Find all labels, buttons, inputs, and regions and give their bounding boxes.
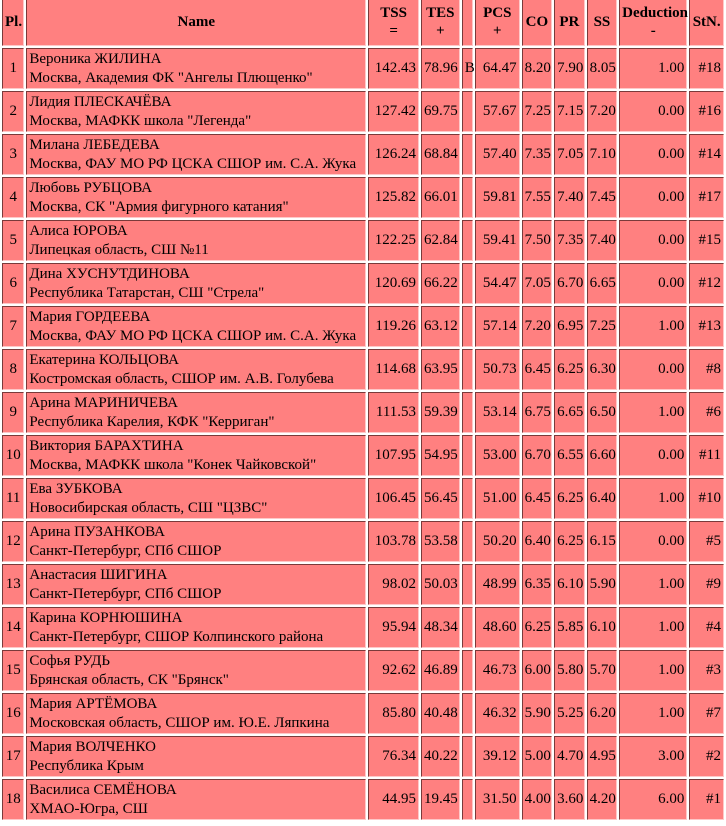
flag-cell [462,779,473,820]
skater-name: Мария АРТЁМОВА [29,695,158,712]
tes-cell: 40.48 [421,693,460,734]
place-cell: 14 [2,607,24,648]
table-row [2,349,724,390]
tes-cell: 46.89 [421,650,460,691]
co-cell: 5.90 [522,693,553,734]
pr-cell: 6.25 [554,478,585,519]
header-pcs-label: PCS [483,5,512,21]
tss-cell: 142.43 [368,48,419,89]
place-cell: 7 [2,306,24,347]
pcs-cell: 46.32 [475,693,520,734]
pr-cell: 5.80 [554,650,585,691]
name-cell [26,349,366,390]
skater-club: Республика Крым [29,757,144,774]
place-cell: 1 [2,48,24,89]
flag-cell [462,521,473,562]
pcs-cell: 64.47 [475,48,520,89]
tss-cell: 85.80 [368,693,419,734]
pcs-cell: 57.14 [475,306,520,347]
pr-cell: 7.15 [554,91,585,132]
name-cell [26,392,366,433]
tes-cell: 63.95 [421,349,460,390]
start-no-cell: #9 [689,564,724,605]
co-cell: 6.75 [522,392,553,433]
skater-club: Санкт-Петербург, СПб СШОР [29,542,222,559]
name-cell [26,134,366,175]
table-row [2,521,724,562]
pcs-cell: 59.81 [475,177,520,218]
name-cell [26,779,366,820]
deduction-cell: 1.00 [619,478,687,519]
co-cell: 6.70 [522,435,553,476]
skater-name: Арина ПУЗАНКОВА [29,523,165,540]
tss-cell: 120.69 [368,263,419,304]
skater-club: Республика Карелия, КФК "Керриган" [29,413,275,430]
flag-cell [462,392,473,433]
header-pr: PR [554,0,585,46]
start-no-cell: #14 [689,134,724,175]
flag-cell [462,91,473,132]
tes-cell: 19.45 [421,779,460,820]
pr-cell: 7.90 [554,48,585,89]
place-cell: 6 [2,263,24,304]
tss-cell: 111.53 [368,392,419,433]
co-cell: 6.35 [522,564,553,605]
table-row [2,650,724,691]
header-place: Pl. [2,0,24,46]
name-cell [26,177,366,218]
start-no-cell: #18 [689,48,724,89]
pr-cell: 3.60 [554,779,585,820]
co-cell: 6.45 [522,478,553,519]
table-row [2,736,724,777]
pcs-cell: 51.00 [475,478,520,519]
tss-cell: 125.82 [368,177,419,218]
header-tss-symbol: = [389,23,398,39]
pcs-cell: 57.40 [475,134,520,175]
ss-cell: 6.40 [587,478,618,519]
table-row [2,478,724,519]
header-deduction-symbol: - [650,23,656,39]
ss-cell: 7.40 [587,220,618,261]
table-row [2,91,724,132]
skater-club: Москва, ФАУ МО РФ ЦСКА СШОР им. С.А. Жука [29,155,357,172]
skater-club: Брянская область, СК "Брянск" [29,671,229,688]
tss-cell: 106.45 [368,478,419,519]
pr-cell: 6.70 [554,263,585,304]
name-cell [26,693,366,734]
place-cell: 12 [2,521,24,562]
ss-cell: 6.60 [587,435,618,476]
name-cell [26,607,366,648]
header-ss: SS [587,0,618,46]
tes-cell: 56.45 [421,478,460,519]
place-cell: 5 [2,220,24,261]
skater-club: Санкт-Петербург, СПб СШОР [29,585,222,602]
pr-cell: 5.25 [554,693,585,734]
name-cell [26,564,366,605]
pcs-cell: 39.12 [475,736,520,777]
flag-cell [462,306,473,347]
deduction-cell: 1.00 [619,607,687,648]
tss-cell: 127.42 [368,91,419,132]
deduction-cell: 1.00 [619,306,687,347]
skater-club: Москва, МАФКК школа "Легенда" [29,112,252,129]
place-cell: 8 [2,349,24,390]
skater-name: Лидия ПЛЕСКАЧЁВА [29,93,172,110]
name-cell [26,306,366,347]
header-pcs-symbol: + [492,23,502,39]
pcs-cell: 50.73 [475,349,520,390]
pcs-cell: 48.60 [475,607,520,648]
flag-cell [462,435,473,476]
start-no-cell: #17 [689,177,724,218]
ss-cell: 5.90 [587,564,618,605]
deduction-cell: 0.00 [619,220,687,261]
table-row [2,220,724,261]
pcs-cell: 31.50 [475,779,520,820]
header-flag [462,0,473,46]
ss-cell: 4.20 [587,779,618,820]
flag-cell [462,564,473,605]
start-no-cell: #7 [689,693,724,734]
skater-name: Виктория БАРАХТИНА [29,437,184,454]
skater-club: Липецкая область, СШ №11 [29,241,209,258]
header-row [2,0,724,46]
ss-cell: 6.15 [587,521,618,562]
pr-cell: 6.10 [554,564,585,605]
skater-name: Дина ХУСНУТДИНОВА [29,265,190,282]
start-no-cell: #15 [689,220,724,261]
start-no-cell: #8 [689,349,724,390]
tss-cell: 95.94 [368,607,419,648]
tes-cell: 63.12 [421,306,460,347]
name-cell [26,435,366,476]
co-cell: 6.25 [522,607,553,648]
table-row [2,306,724,347]
tss-cell: 76.34 [368,736,419,777]
ss-cell: 6.10 [587,607,618,648]
co-cell: 7.55 [522,177,553,218]
tss-cell: 98.02 [368,564,419,605]
tes-cell: 66.22 [421,263,460,304]
deduction-cell: 1.00 [619,650,687,691]
skater-name: Василиса СЕМЁНОВА [29,781,177,798]
table-row [2,48,724,89]
tss-cell: 122.25 [368,220,419,261]
flag-cell [462,693,473,734]
pr-cell: 6.25 [554,521,585,562]
start-no-cell: #3 [689,650,724,691]
skater-club: Республика Татарстан, СШ "Стрела" [29,284,265,301]
ss-cell: 5.70 [587,650,618,691]
skater-name: Карина КОРНЮШИНА [29,609,183,626]
skater-name: Мария ВОЛЧЕНКО [29,738,157,755]
flag-cell [462,736,473,777]
skater-name: Мария ГОРДЕЕВА [29,308,151,325]
name-cell [26,263,366,304]
place-cell: 11 [2,478,24,519]
skater-name: Екатерина КОЛЬЦОВА [29,351,179,368]
place-cell: 3 [2,134,24,175]
deduction-cell: 1.00 [619,693,687,734]
skater-club: Москва, СК "Армия фигурного катания" [29,198,289,215]
start-no-cell: #4 [689,607,724,648]
pr-cell: 5.85 [554,607,585,648]
header-tes [421,0,460,46]
tss-cell: 126.24 [368,134,419,175]
deduction-cell: 6.00 [619,779,687,820]
place-cell: 4 [2,177,24,218]
header-deduction-label: Deduction [622,5,689,21]
pcs-cell: 59.41 [475,220,520,261]
pcs-cell: 57.67 [475,91,520,132]
pcs-cell: 53.14 [475,392,520,433]
ss-cell: 7.10 [587,134,618,175]
skater-club: Москва, ФАУ МО РФ ЦСКА СШОР им. С.А. Жука [29,327,357,344]
pr-cell: 6.25 [554,349,585,390]
name-cell [26,521,366,562]
tss-cell: 44.95 [368,779,419,820]
place-cell: 9 [2,392,24,433]
pr-cell: 4.70 [554,736,585,777]
header-pcs [475,0,520,46]
place-cell: 18 [2,779,24,820]
skater-club: Новосибирская область, СШ "ЦЗВС" [29,499,268,516]
skater-club: Московская область, СШОР им. Ю.Е. Ляпкина [29,714,330,731]
tes-cell: 40.22 [421,736,460,777]
skater-club: Костромская область, СШОР им. А.В. Голубева [29,370,334,387]
tes-cell: 53.58 [421,521,460,562]
pcs-cell: 53.00 [475,435,520,476]
flag-cell [462,650,473,691]
deduction-cell: 0.00 [619,263,687,304]
place-cell: 16 [2,693,24,734]
pr-cell: 6.55 [554,435,585,476]
skater-club: ХМАО-Югра, СШ [29,800,148,817]
table-row [2,263,724,304]
flag-cell [462,177,473,218]
skater-name: Любовь РУБЦОВА [29,179,153,196]
pcs-cell: 46.73 [475,650,520,691]
ss-cell: 7.25 [587,306,618,347]
tes-cell: 69.75 [421,91,460,132]
tes-cell: 48.34 [421,607,460,648]
pr-cell: 7.40 [554,177,585,218]
start-no-cell: #13 [689,306,724,347]
results-body [2,48,724,820]
tss-cell: 92.62 [368,650,419,691]
deduction-cell: 3.00 [619,736,687,777]
ss-cell: 6.20 [587,693,618,734]
co-cell: 7.35 [522,134,553,175]
header-tes-symbol: + [436,23,445,39]
place-cell: 10 [2,435,24,476]
tes-cell: 62.84 [421,220,460,261]
tss-cell: 103.78 [368,521,419,562]
skater-name: Арина МАРИНИЧЕВА [29,394,178,411]
deduction-cell: 0.00 [619,521,687,562]
skater-name: Милана ЛЕБЕДЕВА [29,136,160,153]
skater-name: Вероника ЖИЛИНА [29,50,162,67]
name-cell [26,478,366,519]
co-cell: 6.45 [522,349,553,390]
table-row [2,435,724,476]
flag-cell: B [462,48,473,89]
header-name: Name [26,0,366,46]
deduction-cell: 0.00 [619,91,687,132]
co-cell: 6.40 [522,521,553,562]
flag-cell [462,263,473,304]
table-row [2,693,724,734]
pr-cell: 6.65 [554,392,585,433]
tss-cell: 114.68 [368,349,419,390]
header-tss-label: TSS [380,5,407,21]
skater-name: Софья РУДЬ [29,652,111,669]
ss-cell: 7.45 [587,177,618,218]
skater-name: Анастасия ШИГИНА [29,566,168,583]
flag-cell [462,349,473,390]
place-cell: 2 [2,91,24,132]
deduction-cell: 1.00 [619,48,687,89]
co-cell: 7.05 [522,263,553,304]
skater-club: Санкт-Петербург, СШОР Колпинского района [29,628,324,645]
pr-cell: 7.35 [554,220,585,261]
table-row [2,779,724,820]
deduction-cell: 0.00 [619,134,687,175]
deduction-cell: 1.00 [619,392,687,433]
pr-cell: 6.95 [554,306,585,347]
header-tss [368,0,419,46]
start-no-cell: #2 [689,736,724,777]
name-cell [26,220,366,261]
pr-cell: 7.05 [554,134,585,175]
table-row [2,134,724,175]
table-row [2,392,724,433]
skater-club: Москва, МАФКК школа "Конек Чайковской" [29,456,317,473]
deduction-cell: 0.00 [619,177,687,218]
co-cell: 7.25 [522,91,553,132]
start-no-cell: #12 [689,263,724,304]
pcs-cell: 48.99 [475,564,520,605]
name-cell [26,91,366,132]
tes-cell: 68.84 [421,134,460,175]
ss-cell: 6.50 [587,392,618,433]
ss-cell: 7.20 [587,91,618,132]
skater-name: Алиса ЮРОВА [29,222,128,239]
name-cell [26,650,366,691]
tes-cell: 66.01 [421,177,460,218]
place-cell: 13 [2,564,24,605]
header-start-no: StN. [689,0,724,46]
pcs-cell: 50.20 [475,521,520,562]
ss-cell: 8.05 [587,48,618,89]
start-no-cell: #1 [689,779,724,820]
tss-cell: 107.95 [368,435,419,476]
co-cell: 5.00 [522,736,553,777]
start-no-cell: #10 [689,478,724,519]
co-cell: 4.00 [522,779,553,820]
header-co: CO [522,0,553,46]
start-no-cell: #5 [689,521,724,562]
pcs-cell: 54.47 [475,263,520,304]
co-cell: 8.20 [522,48,553,89]
tss-cell: 119.26 [368,306,419,347]
start-no-cell: #16 [689,91,724,132]
table-row [2,177,724,218]
tes-cell: 78.96 [421,48,460,89]
name-cell [26,736,366,777]
flag-cell [462,478,473,519]
place-cell: 17 [2,736,24,777]
skater-club: Москва, Академия ФК "Ангелы Плющенко" [29,69,313,86]
start-no-cell: #11 [689,435,724,476]
place-cell: 15 [2,650,24,691]
deduction-cell: 1.00 [619,564,687,605]
table-row [2,564,724,605]
ss-cell: 6.65 [587,263,618,304]
ss-cell: 6.30 [587,349,618,390]
co-cell: 7.20 [522,306,553,347]
header-deduction [619,0,687,46]
deduction-cell: 0.00 [619,435,687,476]
flag-cell [462,134,473,175]
skater-name: Ева ЗУБКОВА [29,480,123,497]
tes-cell: 50.03 [421,564,460,605]
co-cell: 7.50 [522,220,553,261]
start-no-cell: #6 [689,392,724,433]
header-tes-label: TES [426,5,455,21]
tes-cell: 59.39 [421,392,460,433]
deduction-cell: 0.00 [619,349,687,390]
flag-cell [462,607,473,648]
ss-cell: 4.95 [587,736,618,777]
table-row [2,607,724,648]
flag-cell [462,220,473,261]
name-cell [26,48,366,89]
tes-cell: 54.95 [421,435,460,476]
co-cell: 6.00 [522,650,553,691]
